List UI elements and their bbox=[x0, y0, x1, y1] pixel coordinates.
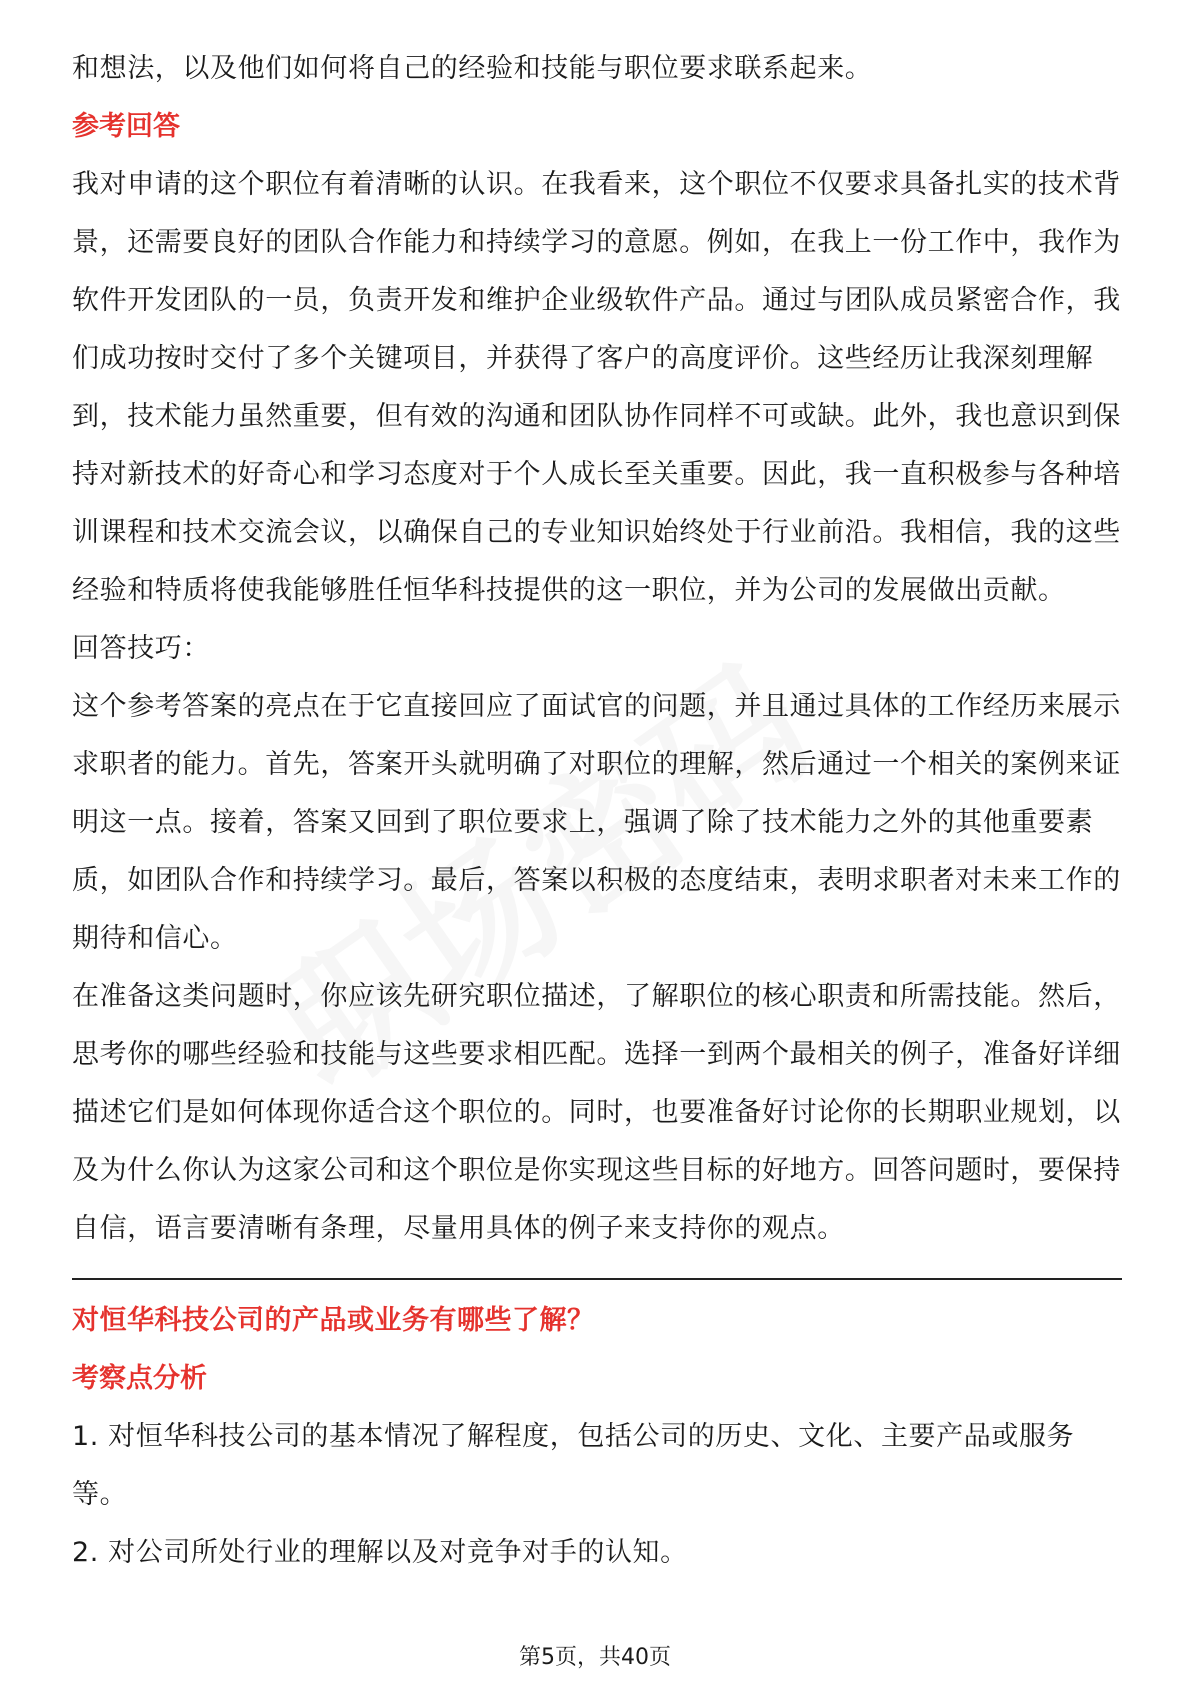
section-divider bbox=[72, 1278, 1122, 1280]
reference-answer-text: 我对申请的这个职位有着清晰的认识。在我看来，这个职位不仅要求具备扎实的技术背景，还需要良好的团队合作能力和持续学习的意愿。例如，在我上一份工作中，我作为软件开发团队的一员，负责开发和维护企业级软件产品。通过与团队成员紧密合作，我们成功按时交付了多个关键项目，并获得了客户的高度评价。这些经历让我深刻理解到，技术能力虽然重要，但有效的沟通和团队协作同样不可或缺。此外，我也意识到保持对新技术的好奇心和学习态度对于个人成长至关重要。因此，我一直积极参与各种培训课程和技术交流会议，以确保自己的专业知识始终处于行业前沿。我相信，我的这些经验和特质将使我能够胜任恒华科技提供的这一职位，并为公司的发展做出贡献。 bbox=[72, 169, 1121, 606]
analysis-item-2: 2. 对公司所处行业的理解以及对竞争对手的认知。 bbox=[72, 1537, 688, 1568]
page-footer: 第5页，共40页 bbox=[519, 1645, 671, 1670]
tips-paragraph-1: 这个参考答案的亮点在于它直接回应了面试官的问题，并且通过具体的工作经历来展示求职者的能力。首先，答案开头就明确了对职位的理解，然后通过一个相关的案例来证明这一点。接着，答案又回到了职位要求上，强调了除了技术能力之外的其他重要素质，如团队合作和持续学习。最后，答案以积极的态度结束，表明求职者对未来工作的期待和信心。 bbox=[72, 691, 1121, 954]
tips-heading: 回答技巧： bbox=[72, 633, 210, 664]
analysis-heading: 考察点分析 bbox=[72, 1363, 207, 1394]
tips-paragraph-2: 在准备这类问题时，你应该先研究职位描述，了解职位的核心职责和所需技能。然后，思考你的哪些经验和技能与这些要求相匹配。选择一到两个最相关的例子，准备好详细描述它们是如何体现你适合这个职位的。同时，也要准备好讨论你的长期职业规划，以及为什么你认为这家公司和这个职位是你实现这些目标的好地方。回答问题时，要保持自信，语言要清晰有条理，尽量用具体的例子来支持你的观点。 bbox=[72, 981, 1121, 1244]
reference-answer-heading: 参考回答 bbox=[72, 111, 180, 142]
document-body bbox=[72, 40, 1122, 1582]
analysis-item-1: 1. 对恒华科技公司的基本情况了解程度，包括公司的历史、文化、主要产品或服务等。 bbox=[72, 1421, 1075, 1510]
question-title: 对恒华科技公司的产品或业务有哪些了解？ bbox=[72, 1305, 595, 1336]
continuation-text: 和想法，以及他们如何将自己的经验和技能与职位要求联系起来。 bbox=[72, 53, 873, 84]
